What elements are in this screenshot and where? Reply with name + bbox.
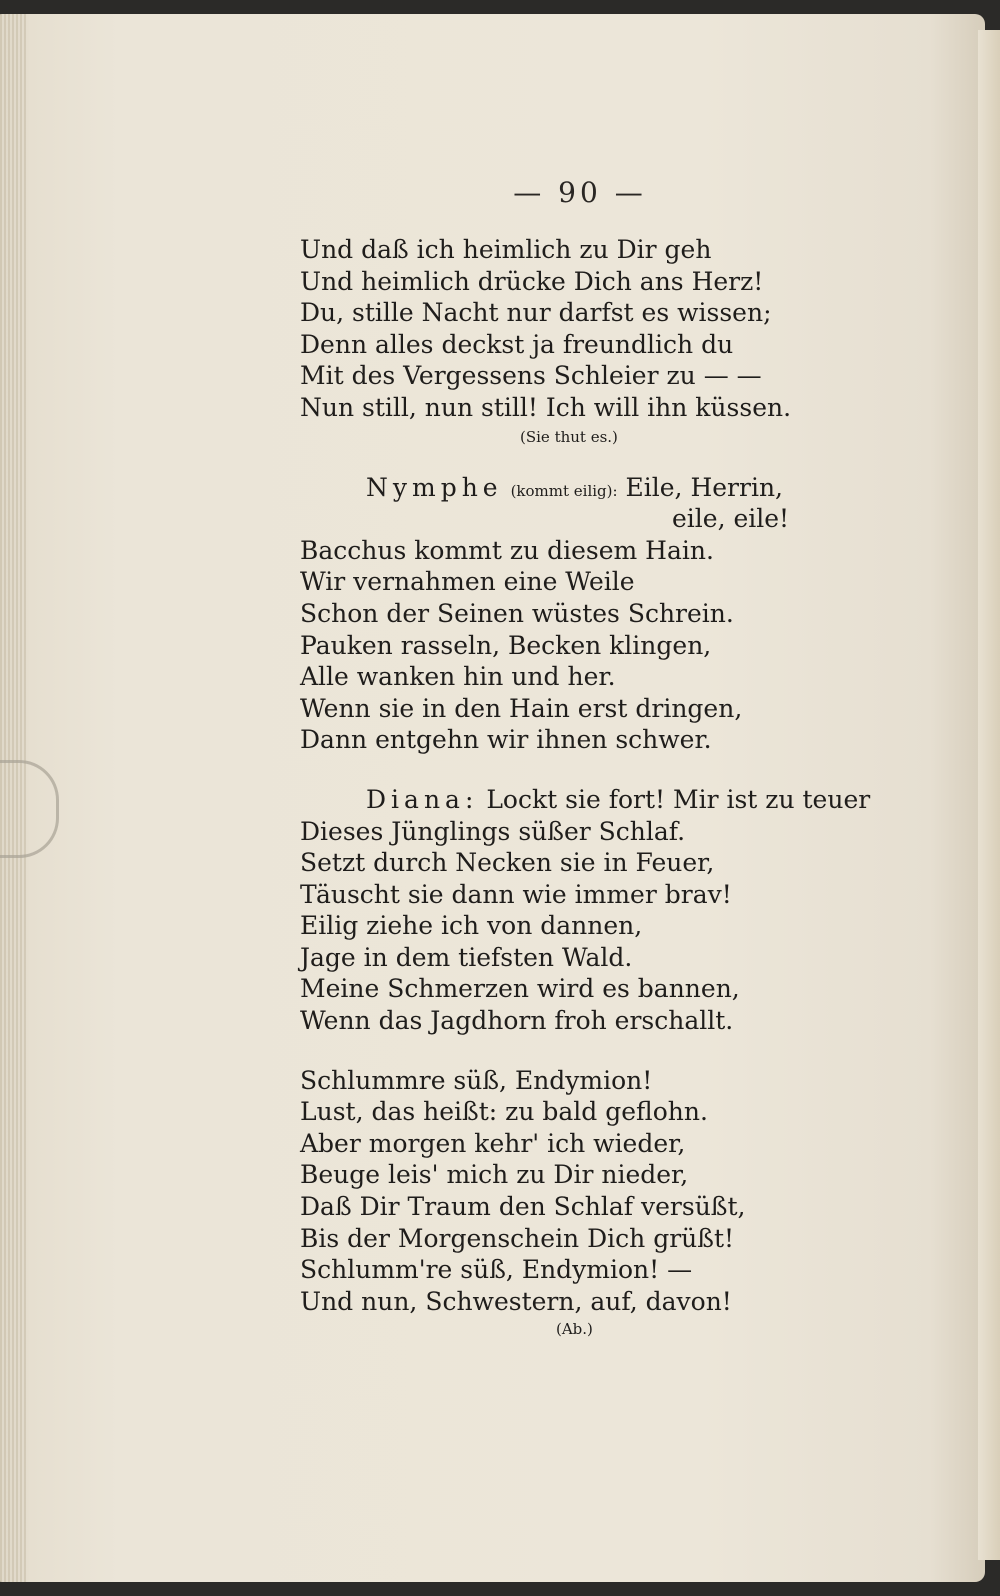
verse-line: Bis der Morgenschein Dich grüßt! <box>300 1223 735 1253</box>
verse-line: Schlummre süß, Endymion! <box>300 1065 653 1095</box>
verse-line: Meine Schmerzen wird es bannen, <box>300 974 740 1004</box>
verse-line: Wenn sie in den Hain erst dringen, <box>300 693 743 723</box>
verse-line: Wenn das Jagdhorn froh erschallt. <box>300 1006 734 1036</box>
verse-line: Daß Dir Traum den Schlaf versüßt, <box>300 1192 746 1222</box>
verse-line: Denn alles deckst ja freundlich du <box>300 329 734 359</box>
speaker-name: Diana: <box>366 784 479 814</box>
verse-line: Dann entgehn wir ihnen schwer. <box>300 725 712 755</box>
speech: Lockt sie fort! Mir ist zu teuer <box>486 784 871 814</box>
verse-line: Mit des Vergessens Schleier zu — — <box>300 361 762 391</box>
speech: Eile, Herrin, <box>625 472 783 502</box>
verse-line: Jage in dem tiefsten Wald. <box>300 942 633 972</box>
verse-line: Beuge leis' mich zu Dir nieder, <box>300 1160 689 1190</box>
stage-direction: (kommt eilig): <box>510 481 618 500</box>
verse-line: Schon der Seinen wüstes Schrein. <box>300 598 734 628</box>
verse-text <box>300 234 871 1341</box>
verse-line: Schlumm're süß, Endymion! — <box>300 1255 693 1285</box>
verse-line: Und nun, Schwestern, auf, davon! <box>300 1286 732 1316</box>
stage-direction: (Ab.) <box>556 1320 593 1339</box>
verse-line: eile, eile! <box>672 504 790 534</box>
verse-line: Setzt durch Necken sie in Feuer, <box>300 848 715 878</box>
stage-direction: (Sie thut es.) <box>520 427 618 446</box>
verse-line: Und heimlich drücke Dich ans Herz! <box>300 266 764 296</box>
verse-line: Du, stille Nacht nur darfst es wissen; <box>300 298 772 328</box>
verse-line: Aber morgen kehr' ich wieder, <box>300 1128 686 1158</box>
diana-line <box>300 784 871 816</box>
verse-line: Alle wanken hin und her. <box>300 662 616 692</box>
speaker-name: Nymphe <box>366 472 503 502</box>
page-number: — 90 — <box>513 176 647 209</box>
verse-line: Bacchus kommt zu diesem Hain. <box>300 535 714 565</box>
verse-line: Wir vernahmen eine Weile <box>300 567 635 597</box>
verse-line: Täuscht sie dann wie immer brav! <box>300 879 732 909</box>
verse-line: Eilig ziehe ich von dannen, <box>300 911 643 941</box>
verse-line: Dieses Jünglings süßer Schlaf. <box>300 816 686 846</box>
verse-line: Und daß ich heimlich zu Dir geh <box>300 235 712 264</box>
verse-line: Pauken rasseln, Becken klingen, <box>300 630 712 660</box>
verse-line: Nun still, nun still! Ich will ihn küssen. <box>300 392 792 422</box>
facing-page-strip <box>978 30 1000 1560</box>
nymphe-line <box>300 472 860 504</box>
verse-line: Lust, das heißt: zu bald geflohn. <box>300 1097 708 1127</box>
